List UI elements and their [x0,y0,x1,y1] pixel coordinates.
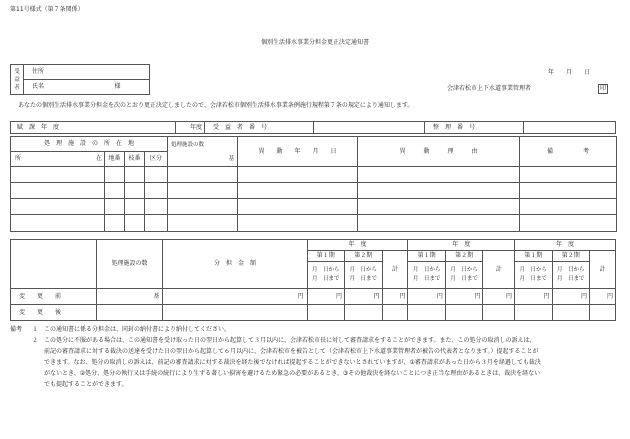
sub-header-zai: 在 [84,152,105,167]
ref-no-label: 整 理 番 号 [425,122,524,134]
fiscal-year-value: 年度 [176,122,205,134]
address-label: 住所 [24,65,150,80]
yen-unit: 円 [552,289,590,305]
note-item: 備考 １ この通知書に係る分担金は、同封の納付書により納付してください。 [10,326,231,333]
remarks-header: 備 考 [520,137,617,167]
yen-unit: 円 [515,289,553,305]
amount-count-header: 処理施設の数 [96,240,163,289]
table-row [11,167,617,183]
yen-unit: 円 [307,289,345,305]
yen-unit: 円 [408,289,446,305]
facility-table [10,136,617,232]
period-range: 月 日から 月 日まで [408,262,446,289]
count-unit: 基 [96,289,163,305]
recipient-box [10,64,150,95]
yen-unit: 円 [163,289,307,305]
ref-no-value [524,122,616,134]
name-label: 氏名 [32,83,45,90]
period-range: 月 日から 月 日まで [552,262,590,289]
issuer-name: 会津若松市上下水道事業管理者 [447,85,532,92]
info-row [10,121,616,134]
name-cell [24,80,150,95]
sub-header-branch: 枝番 [125,152,145,167]
count-unit: 基 [228,155,235,162]
amount-table [10,239,616,321]
sub-header-place: 所 [11,152,84,167]
honorific: 様 [114,83,121,90]
yen-unit: 円 [345,289,383,305]
form-number: 第11号様式（第７条関係） [10,6,84,13]
sub-header-class: 区分 [145,152,168,167]
count-header [168,137,238,167]
period2-header: 第２期 [445,251,483,262]
yen-unit: 円 [382,289,408,305]
table-row [11,215,617,232]
yen-unit: 円 [445,289,483,305]
period1-header: 第１期 [307,251,345,262]
year-header-3: 年 度 [515,240,616,251]
yen-unit: 円 [590,289,616,305]
period-range: 月 日から 月 日まで [307,262,345,289]
note-item: 前記の審査請求に対する裁決の送達を受けた日の翌日から起算して６月以内に、会津若松市を被告として（会津若松市上下水道事業管理者が被告の代表者となります。）提起することが [44,348,539,355]
before-label: 変 更 前 [11,289,97,305]
period-range: 月 日から 月 日まで [445,262,483,289]
yen-unit: 円 [483,289,515,305]
notes-label: 備考 [10,326,23,333]
location-header: 処 理 施 設 の 所 在 地 [11,137,168,152]
issue-date: 年 月 日 [548,69,591,76]
after-row [11,305,616,321]
period1-header: 第１期 [408,251,446,262]
period-range: 月 日から 月 日まで [345,262,383,289]
total-header: 計 [483,251,515,289]
intro-text: あなたの個別生活排水事業分担金を次のとおり更正決定しましたので、会津若松市個別生活排水事業条例施行規程第７条の規定により通知します。 [18,102,414,109]
table-row [11,183,617,199]
note-item: できます。なお、処分の取消しの訴えは、前記の審査請求に対する裁決を経た後でなければ提起することができないとされていますが、①審査請求があった日から３月を経過しても裁決 [44,359,541,366]
period2-header: 第２期 [552,251,590,262]
change-reason-header: 異 動 理 由 [358,137,520,167]
amount-header: 分 担 金 額 [163,240,307,289]
recipient-label: 受益者 [11,65,24,95]
after-label: 変 更 後 [11,305,97,321]
year-header-2: 年 度 [408,240,515,251]
period1-header: 第１期 [515,251,553,262]
total-header: 計 [590,251,616,289]
year-header-1: 年 度 [307,240,408,251]
beneficiary-no-value [314,122,425,134]
official-seal: 印 [600,85,607,92]
period2-header: 第２期 [345,251,383,262]
period-range: 月 日から 月 日まで [515,262,553,289]
note-item: でも提起することができます。 [44,381,128,388]
count-header-label: 処理施設の数 [171,141,205,148]
table-row [11,199,617,215]
beneficiary-no-label: 受 益 者 番 号 [205,122,314,134]
document-title: 個別生活排水事業分担金更正決定通知書 [260,39,369,46]
note-item: ２ この処分に不服がある場合は、この通知書を受け取った日の翌日から起算して３月以内に、会津若松市長に対して審査請求をすることができます。また、この処分の取消しの訴えは、 [32,337,536,344]
note-item: がないとき、②処分、処分の執行又は手続の続行により生ずる著しい損害を避けるため緊急の必要があるとき、③その他裁決を経ないことにつき正当な理由があるときは、裁決を経ない [44,370,541,377]
notes [10,324,616,390]
change-date-header: 異 動 年 月 日 [238,137,358,167]
fiscal-year-label: 賦 課 年 度 [11,122,176,134]
before-row [11,289,616,305]
sub-header-lot: 地番 [105,152,125,167]
total-header: 計 [382,251,408,289]
